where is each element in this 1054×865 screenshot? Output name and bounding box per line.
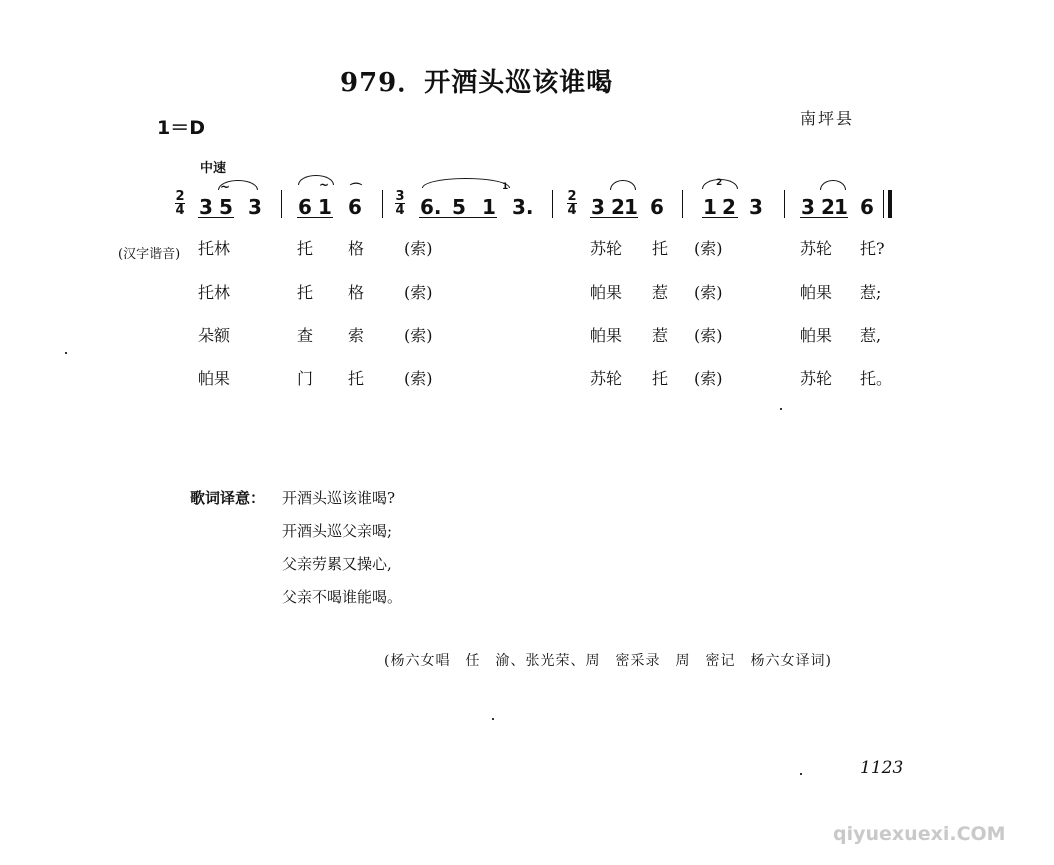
note: 3 [248, 195, 262, 219]
lyric-syllable: 托林 [198, 283, 231, 302]
lyrics-label: (汉字谐音) [118, 247, 181, 262]
lyric-syllable: 托 [348, 369, 365, 388]
lyric-syllable: 托 [297, 239, 314, 258]
scan-speck [800, 773, 802, 775]
lyric-syllable: (索) [694, 283, 723, 302]
ts-top: 2 [567, 189, 577, 204]
note: 5 [219, 195, 233, 219]
lyric-syllable: 帕果 [800, 326, 833, 345]
time-signature [394, 190, 406, 217]
scan-speck [65, 352, 67, 354]
score-staff [0, 0, 1054, 240]
beam [702, 217, 738, 218]
note: 6 [298, 195, 312, 219]
note: 6 [348, 195, 362, 219]
note: 3 [591, 195, 605, 219]
page-number: 1123 [860, 758, 904, 778]
beam [297, 217, 333, 218]
lyric-syllable: 苏轮 [800, 369, 833, 388]
slur [610, 180, 636, 190]
lyric-syllable: (索) [694, 326, 723, 345]
barline [682, 190, 683, 218]
lyric-syllable: 查 [297, 326, 314, 345]
beam [198, 217, 234, 218]
grace-note: 1 [502, 182, 509, 192]
lyric-syllable: 门 [297, 369, 314, 388]
time-signature [174, 190, 186, 217]
lyric-syllable: 惹 [652, 283, 669, 302]
note: 2 [821, 195, 835, 219]
translation-label: 歌词译意： [190, 489, 266, 507]
translation-line: 父亲劳累又操心, [282, 555, 392, 573]
lyric-syllable: (索) [694, 369, 723, 388]
note: 3 [199, 195, 213, 219]
lyric-syllable: 帕果 [198, 369, 231, 388]
barline [883, 190, 884, 218]
lyric-syllable: 帕果 [800, 283, 833, 302]
note: 2 [722, 195, 736, 219]
barline [552, 190, 553, 218]
scan-speck [492, 718, 494, 720]
beam [419, 217, 497, 218]
barline [281, 190, 282, 218]
lyric-syllable: (索) [404, 239, 433, 258]
note: 6 [650, 195, 664, 219]
lyric-syllable: 格 [348, 283, 365, 302]
note: 1 [703, 195, 717, 219]
note: 1 [834, 195, 848, 219]
beam [800, 217, 848, 218]
lyric-syllable: 帕果 [590, 283, 623, 302]
note: 1 [482, 195, 496, 219]
note: 6 [860, 195, 874, 219]
lyric-syllable: (索) [404, 283, 433, 302]
slur [422, 178, 510, 188]
tempo-marking: 中速 [200, 161, 227, 176]
note: 3 [801, 195, 815, 219]
ts-bottom: 4 [395, 203, 405, 218]
time-signature [566, 190, 578, 217]
barline [784, 190, 785, 218]
lyric-syllable: 苏轮 [800, 239, 833, 258]
grace-note: 2 [716, 178, 723, 188]
note: 6. [420, 195, 442, 219]
mordent-mark: ~ [220, 180, 231, 194]
ts-top: 3 [395, 189, 405, 204]
note: 2 [611, 195, 625, 219]
lyric-syllable: 托 [652, 369, 669, 388]
mordent-mark: ~ [319, 178, 330, 192]
lyric-syllable: 苏轮 [590, 369, 623, 388]
lyric-syllable: 索 [348, 326, 365, 345]
lyric-syllable: 托 [297, 283, 314, 302]
lyric-syllable: 惹, [860, 326, 882, 345]
region-label: 南坪县 [800, 109, 855, 128]
lyric-syllable: 朵额 [198, 326, 231, 345]
lyric-syllable: 托林 [198, 239, 231, 258]
translation-line: 父亲不喝谁能喝。 [282, 588, 403, 606]
ts-bottom: 4 [175, 203, 185, 218]
note: 3. [512, 195, 534, 219]
lyric-syllable: 惹 [652, 326, 669, 345]
note: 1 [624, 195, 638, 219]
lyric-syllable: (索) [404, 369, 433, 388]
note: 3 [749, 195, 763, 219]
final-barline [888, 190, 892, 218]
scan-speck [780, 408, 782, 410]
ts-top: 2 [175, 189, 185, 204]
page-title: 979．开酒头巡该谁喝 [340, 68, 614, 98]
note: 5 [452, 195, 466, 219]
translation-line: 开酒头巡父亲喝; [282, 522, 393, 540]
translation-line: 开酒头巡该谁喝? [282, 489, 396, 507]
lyric-syllable: 托 [652, 239, 669, 258]
lyric-syllable: (索) [404, 326, 433, 345]
lyric-syllable: 帕果 [590, 326, 623, 345]
watermark: qiyuexuexi.COM [833, 823, 1006, 845]
lyric-syllable: 苏轮 [590, 239, 623, 258]
note: 1 [318, 195, 332, 219]
lyric-syllable: 格 [348, 239, 365, 258]
lyric-syllable: (索) [694, 239, 723, 258]
fermata-mark: ⌒ [350, 182, 363, 196]
lyric-syllable: 惹; [860, 283, 882, 302]
ts-bottom: 4 [567, 203, 577, 218]
key-signature: 1＝D [157, 117, 205, 139]
slur [820, 180, 846, 190]
lyric-syllable: 托? [860, 239, 885, 258]
beam [590, 217, 638, 218]
lyric-syllable: 托。 [860, 369, 893, 388]
barline [382, 190, 383, 218]
credits: (杨六女唱 任 渝、张光荣、周 密采录 周 密记 杨六女译词) [384, 653, 832, 669]
